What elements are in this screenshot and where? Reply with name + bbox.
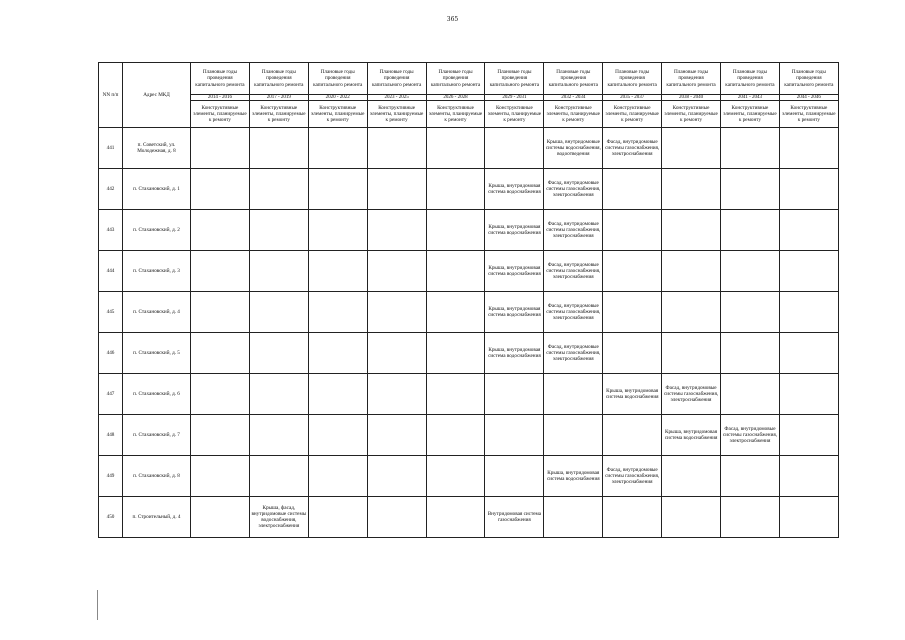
repair-elements-cell: Крыша, внутридомовые системы водоснабжения, водоотведения bbox=[544, 128, 603, 169]
row-address: п. Стахановский, д. 5 bbox=[123, 333, 191, 374]
row-number: 443 bbox=[99, 210, 123, 251]
table-row bbox=[99, 210, 839, 251]
repair-elements-cell bbox=[544, 415, 603, 456]
row-address: п. Стахановский, д. 4 bbox=[123, 292, 191, 333]
header-period-label: Плановые годы проведения капитального ремонта bbox=[485, 63, 544, 95]
repair-elements-cell bbox=[367, 333, 426, 374]
row-number: 444 bbox=[99, 251, 123, 292]
repair-elements-cell bbox=[603, 497, 662, 538]
table-row bbox=[99, 333, 839, 374]
repair-elements-cell bbox=[779, 333, 838, 374]
repair-elements-cell bbox=[721, 210, 780, 251]
repair-elements-cell bbox=[779, 169, 838, 210]
row-address: п. Стахановский, д. 8 bbox=[123, 456, 191, 497]
page-number: 365 bbox=[446, 16, 459, 23]
row-number: 450 bbox=[99, 497, 123, 538]
header-period-label: Плановые годы проведения капитального ремонта bbox=[191, 63, 250, 95]
repair-elements-cell bbox=[662, 497, 721, 538]
repair-elements-cell bbox=[603, 251, 662, 292]
repair-elements-cell bbox=[191, 333, 250, 374]
repair-elements-cell bbox=[779, 497, 838, 538]
table-row bbox=[99, 497, 839, 538]
repair-elements-cell bbox=[779, 251, 838, 292]
header-period-years: 2029 - 2031 bbox=[485, 95, 544, 101]
header-elements-label: Конструктивные элементы, планируемые к ремонту bbox=[426, 101, 485, 128]
header-elements-label: Конструктивные элементы, планируемые к ремонту bbox=[191, 101, 250, 128]
repair-elements-cell bbox=[426, 292, 485, 333]
repair-elements-cell bbox=[249, 128, 308, 169]
header-elements-label: Конструктивные элементы, планируемые к ремонту bbox=[485, 101, 544, 128]
margin-mark bbox=[97, 590, 98, 620]
repair-elements-cell bbox=[662, 128, 721, 169]
header-period-label: Плановые годы проведения капитального ремонта bbox=[603, 63, 662, 95]
table-row bbox=[99, 251, 839, 292]
repair-elements-cell bbox=[662, 169, 721, 210]
repair-elements-cell: Фасад, внутридомовые системы газоснабжения, электроснабжения bbox=[544, 210, 603, 251]
repair-elements-cell bbox=[779, 456, 838, 497]
repair-elements-cell bbox=[721, 128, 780, 169]
repair-elements-cell bbox=[662, 456, 721, 497]
repair-elements-cell bbox=[191, 292, 250, 333]
repair-elements-cell bbox=[426, 374, 485, 415]
repair-elements-cell bbox=[426, 210, 485, 251]
repair-elements-cell bbox=[603, 333, 662, 374]
repair-elements-cell bbox=[367, 374, 426, 415]
repair-elements-cell bbox=[191, 169, 250, 210]
repair-elements-cell bbox=[426, 497, 485, 538]
header-period-label: Плановые годы проведения капитального ремонта bbox=[308, 63, 367, 95]
header-period-label: Плановые годы проведения капитального ремонта bbox=[544, 63, 603, 95]
repair-elements-cell: Крыша, внутридомовая система водоснабжения bbox=[485, 169, 544, 210]
row-address: п. Стахановский, д. 3 bbox=[123, 251, 191, 292]
repair-elements-cell bbox=[308, 333, 367, 374]
row-address: п. Стахановский, д. 6 bbox=[123, 374, 191, 415]
header-period-label: Плановые годы проведения капитального ремонта bbox=[367, 63, 426, 95]
repair-elements-cell bbox=[308, 497, 367, 538]
repair-elements-cell: Фасад, внутридомовые системы газоснабжения, электроснабжения bbox=[544, 169, 603, 210]
row-number: 441 bbox=[99, 128, 123, 169]
repair-elements-cell bbox=[779, 415, 838, 456]
repair-elements-cell bbox=[367, 456, 426, 497]
repair-elements-cell bbox=[249, 169, 308, 210]
repair-elements-cell: Крыша, внутридомовая система водоснабжения bbox=[544, 456, 603, 497]
header-period-years: 2044 - 2046 bbox=[779, 95, 838, 101]
repair-elements-cell bbox=[308, 292, 367, 333]
repair-elements-cell bbox=[249, 210, 308, 251]
repair-elements-cell bbox=[249, 292, 308, 333]
header-elements-label: Конструктивные элементы, планируемые к ремонту bbox=[603, 101, 662, 128]
header-address: Адрес МКД bbox=[123, 63, 191, 128]
repair-elements-cell bbox=[426, 333, 485, 374]
repair-elements-cell: Крыша, внутридомовая система водоснабжения bbox=[485, 210, 544, 251]
row-address: п. Стахановский, д. 2 bbox=[123, 210, 191, 251]
repair-elements-cell: Фасад, внутридомовые системы газоснабжения, электроснабжения bbox=[544, 292, 603, 333]
table-row bbox=[99, 415, 839, 456]
row-address: п. Стахановский, д. 1 bbox=[123, 169, 191, 210]
repair-elements-cell bbox=[779, 210, 838, 251]
repair-elements-cell bbox=[779, 292, 838, 333]
repair-elements-cell bbox=[426, 456, 485, 497]
header-period-label: Плановые годы проведения капитального ремонта bbox=[249, 63, 308, 95]
header-elements-label: Конструктивные элементы, планируемые к ремонту bbox=[721, 101, 780, 128]
repair-elements-cell bbox=[426, 169, 485, 210]
header-elements-label: Конструктивные элементы, планируемые к ремонту bbox=[662, 101, 721, 128]
repair-elements-cell: Крыша, внутридомовая система водоснабжения bbox=[662, 415, 721, 456]
capital-repair-schedule-table bbox=[98, 62, 839, 538]
repair-elements-cell bbox=[367, 251, 426, 292]
repair-elements-cell: Фасад, внутридомовые системы газоснабжения, электроснабжения bbox=[603, 128, 662, 169]
repair-elements-cell bbox=[308, 210, 367, 251]
repair-elements-cell bbox=[249, 456, 308, 497]
repair-elements-cell: Фасад, внутридомовые системы газоснабжения, электроснабжения bbox=[603, 456, 662, 497]
repair-elements-cell bbox=[721, 333, 780, 374]
repair-elements-cell bbox=[662, 292, 721, 333]
repair-elements-cell bbox=[662, 251, 721, 292]
row-number: 448 bbox=[99, 415, 123, 456]
row-number: 447 bbox=[99, 374, 123, 415]
repair-elements-cell bbox=[191, 374, 250, 415]
row-number: 449 bbox=[99, 456, 123, 497]
repair-elements-cell bbox=[367, 497, 426, 538]
repair-elements-cell bbox=[249, 333, 308, 374]
repair-elements-cell bbox=[779, 128, 838, 169]
repair-elements-cell bbox=[191, 128, 250, 169]
header-elements-label: Конструктивные элементы, планируемые к ремонту bbox=[367, 101, 426, 128]
header-elements-label: Конструктивные элементы, планируемые к ремонту bbox=[544, 101, 603, 128]
repair-elements-cell bbox=[308, 456, 367, 497]
repair-elements-cell bbox=[191, 497, 250, 538]
header-period-years: 2014 - 2016 bbox=[191, 95, 250, 101]
repair-elements-cell bbox=[721, 169, 780, 210]
table-row bbox=[99, 456, 839, 497]
row-address: п. Стахановский, д. 7 bbox=[123, 415, 191, 456]
row-address: п. Советский, ул. Молодежная, д. 8 bbox=[123, 128, 191, 169]
repair-elements-cell bbox=[308, 415, 367, 456]
header-period-label: Плановые годы проведения капитального ремонта bbox=[721, 63, 780, 95]
repair-elements-cell bbox=[249, 374, 308, 415]
header-period-years: 2035 - 2037 bbox=[603, 95, 662, 101]
header-period-years: 2026 - 2028 bbox=[426, 95, 485, 101]
repair-elements-cell bbox=[308, 128, 367, 169]
header-elements-label: Конструктивные элементы, планируемые к ремонту bbox=[779, 101, 838, 128]
repair-elements-cell bbox=[191, 456, 250, 497]
header-period-years: 2038 - 2040 bbox=[662, 95, 721, 101]
repair-elements-cell bbox=[191, 415, 250, 456]
repair-elements-cell bbox=[191, 251, 250, 292]
table-row bbox=[99, 292, 839, 333]
repair-elements-cell bbox=[721, 456, 780, 497]
table-row bbox=[99, 169, 839, 210]
header-period-years: 2020 - 2022 bbox=[308, 95, 367, 101]
repair-elements-cell: Фасад, внутридомовые системы газоснабжения, электроснабжения bbox=[544, 333, 603, 374]
repair-elements-cell: Крыша, внутридомовая система водоснабжения bbox=[485, 333, 544, 374]
repair-elements-cell bbox=[603, 415, 662, 456]
row-address: п. Строительный, д. 4 bbox=[123, 497, 191, 538]
repair-elements-cell bbox=[662, 210, 721, 251]
repair-elements-cell bbox=[308, 251, 367, 292]
header-period-years: 2041 - 2043 bbox=[721, 95, 780, 101]
header-period-years: 2032 - 2034 bbox=[544, 95, 603, 101]
repair-elements-cell bbox=[426, 251, 485, 292]
repair-elements-cell bbox=[485, 374, 544, 415]
header-period-label: Плановые годы проведения капитального ремонта bbox=[779, 63, 838, 95]
row-number: 442 bbox=[99, 169, 123, 210]
repair-elements-cell bbox=[308, 374, 367, 415]
table-row bbox=[99, 128, 839, 169]
repair-elements-cell bbox=[191, 210, 250, 251]
repair-elements-cell: Фасад, внутридомовые системы газоснабжения, электроснабжения bbox=[662, 374, 721, 415]
row-number: 446 bbox=[99, 333, 123, 374]
repair-elements-cell bbox=[367, 292, 426, 333]
repair-elements-cell bbox=[426, 128, 485, 169]
repair-elements-cell bbox=[544, 497, 603, 538]
repair-elements-cell bbox=[249, 251, 308, 292]
repair-elements-cell bbox=[603, 292, 662, 333]
repair-elements-cell: Крыша, внутридомовая система водоснабжения bbox=[485, 292, 544, 333]
repair-elements-cell: Фасад, внутридомовые системы газоснабжения, электроснабжения bbox=[721, 415, 780, 456]
repair-elements-cell bbox=[603, 169, 662, 210]
header-period-label: Плановые годы проведения капитального ремонта bbox=[662, 63, 721, 95]
repair-elements-cell bbox=[721, 497, 780, 538]
header-period-label: Плановые годы проведения капитального ремонта bbox=[426, 63, 485, 95]
repair-elements-cell bbox=[721, 292, 780, 333]
table-row bbox=[99, 374, 839, 415]
header-num: NN п/п bbox=[99, 63, 123, 128]
repair-elements-cell bbox=[485, 415, 544, 456]
repair-elements-cell bbox=[249, 415, 308, 456]
repair-elements-cell bbox=[721, 374, 780, 415]
repair-elements-cell bbox=[485, 128, 544, 169]
repair-elements-cell bbox=[367, 169, 426, 210]
repair-elements-cell bbox=[544, 374, 603, 415]
header-period-years: 2023 - 2025 bbox=[367, 95, 426, 101]
header-elements-label: Конструктивные элементы, планируемые к ремонту bbox=[249, 101, 308, 128]
repair-elements-cell: Внутридомовая система газоснабжения bbox=[485, 497, 544, 538]
repair-elements-cell bbox=[367, 210, 426, 251]
header-period-years: 2017 - 2019 bbox=[249, 95, 308, 101]
repair-elements-cell: Крыша, внутридомовая система водоснабжения bbox=[485, 251, 544, 292]
repair-elements-cell bbox=[779, 374, 838, 415]
header-elements-label: Конструктивные элементы, планируемые к ремонту bbox=[308, 101, 367, 128]
repair-elements-cell: Крыша, фасад, внутридомовые системы водоснабжения, электроснабжения bbox=[249, 497, 308, 538]
repair-elements-cell bbox=[367, 415, 426, 456]
repair-elements-cell bbox=[485, 456, 544, 497]
repair-elements-cell: Фасад, внутридомовые системы газоснабжения, электроснабжения bbox=[544, 251, 603, 292]
row-number: 445 bbox=[99, 292, 123, 333]
repair-elements-cell bbox=[367, 128, 426, 169]
repair-elements-cell: Крыша, внутридомовая система водоснабжения bbox=[603, 374, 662, 415]
repair-elements-cell bbox=[603, 210, 662, 251]
repair-elements-cell bbox=[721, 251, 780, 292]
repair-elements-cell bbox=[308, 169, 367, 210]
repair-elements-cell bbox=[426, 415, 485, 456]
repair-elements-cell bbox=[662, 333, 721, 374]
